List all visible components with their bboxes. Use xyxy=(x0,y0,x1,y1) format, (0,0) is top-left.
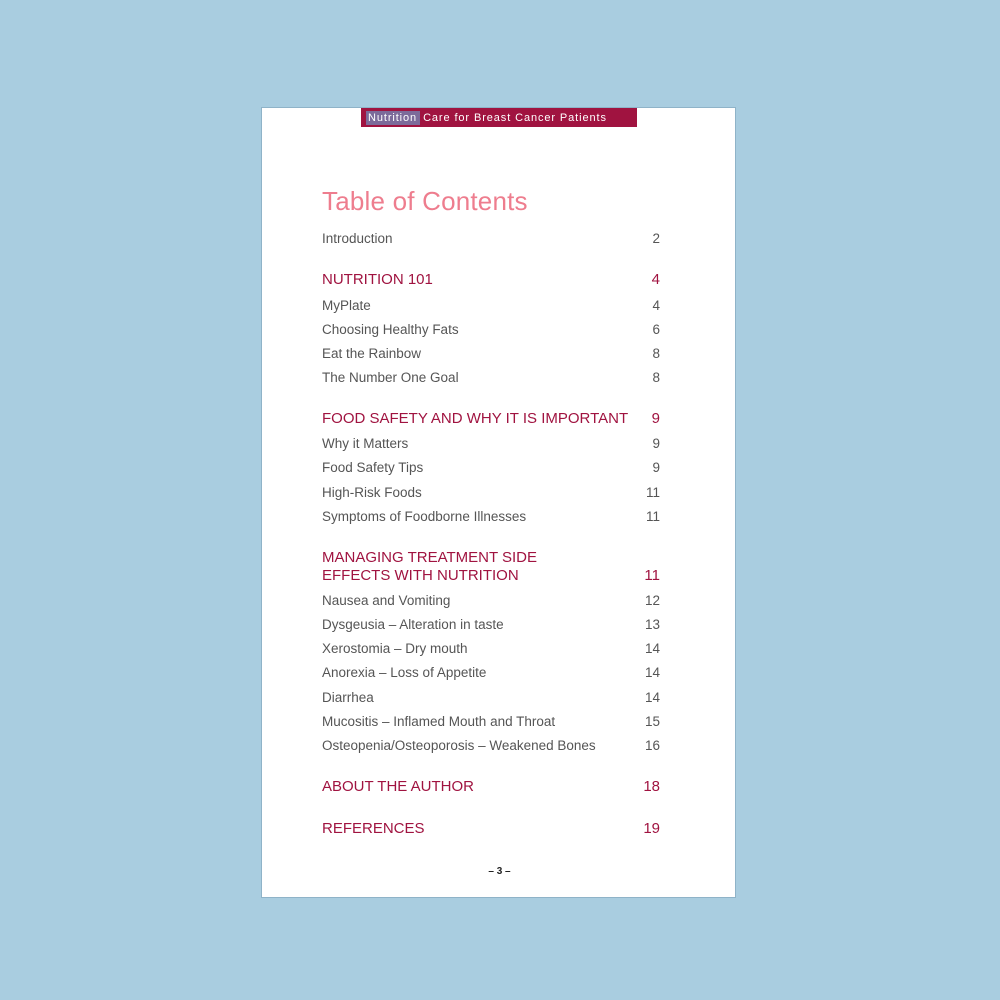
toc-section-label: MANAGING TREATMENT SIDE xyxy=(322,549,538,566)
toc-entry-page: 11 xyxy=(645,485,660,500)
toc-entry-page: 16 xyxy=(644,738,660,753)
toc-entry-food-safety-tips[interactable] xyxy=(322,459,660,477)
toc-entry-page: 15 xyxy=(644,714,660,729)
toc-entry-label: Mucositis – Inflamed Mouth and Throat xyxy=(322,714,556,729)
toc-entry-high-risk-foods[interactable] xyxy=(322,484,660,502)
toc-entry-page: 12 xyxy=(644,593,660,608)
toc-entry-label: Anorexia – Loss of Appetite xyxy=(322,665,487,680)
toc-entry-label: High-Risk Foods xyxy=(322,485,422,500)
toc-section-managing-side-effects-line1[interactable] xyxy=(322,549,660,567)
toc-entry-eat-the-rainbow[interactable] xyxy=(322,345,660,363)
toc-entry-label: Why it Matters xyxy=(322,436,409,451)
toc-entry-label: Nausea and Vomiting xyxy=(322,593,451,608)
toc-entry-choosing-healthy-fats[interactable] xyxy=(322,321,660,339)
toc-section-about-the-author[interactable] xyxy=(322,778,660,796)
toc-section-references[interactable] xyxy=(322,820,660,838)
toc-entry-page: 13 xyxy=(644,617,660,632)
toc-entry-nausea[interactable] xyxy=(322,592,660,610)
toc-entry-osteopenia[interactable] xyxy=(322,737,660,755)
running-header-highlight: Nutrition xyxy=(366,111,420,125)
toc-entry-label: The Number One Goal xyxy=(322,370,459,385)
toc-section-nutrition-101[interactable] xyxy=(322,271,660,289)
page-title: Table of Contents xyxy=(322,186,528,216)
toc-entry-page: 14 xyxy=(644,641,660,656)
toc-section-label: ABOUT THE AUTHOR xyxy=(322,778,474,795)
toc-entry-page: 9 xyxy=(652,460,660,475)
toc-entry-myplate[interactable] xyxy=(322,297,660,315)
toc-entry-foodborne-illnesses[interactable] xyxy=(322,508,660,526)
toc-entry-page: 4 xyxy=(652,298,660,313)
toc-entry-label: Dysgeusia – Alteration in taste xyxy=(322,617,504,632)
page-number: – 3 – xyxy=(488,866,511,877)
document-page xyxy=(261,107,736,898)
toc-entry-label: Xerostomia – Dry mouth xyxy=(322,641,468,656)
running-header xyxy=(361,108,637,127)
toc-entry-page: 9 xyxy=(652,436,660,451)
toc-entry-label: Eat the Rainbow xyxy=(322,346,422,361)
toc-entry-dysgeusia[interactable] xyxy=(322,616,660,634)
toc-section-page: 4 xyxy=(651,271,660,288)
toc-entry-page: 2 xyxy=(652,231,660,246)
toc-entry-label: Osteopenia/Osteoporosis – Weakened Bones xyxy=(322,738,596,753)
toc-entry-mucositis[interactable] xyxy=(322,713,660,731)
toc-section-label: FOOD SAFETY AND WHY IT IS IMPORTANT xyxy=(322,410,629,427)
toc-entry-label: Introduction xyxy=(322,231,393,246)
toc-entry-label: Choosing Healthy Fats xyxy=(322,322,459,337)
running-header-title: Care for Breast Cancer Patients xyxy=(423,111,607,124)
toc-entry-diarrhea[interactable] xyxy=(322,689,660,707)
toc-entry-page: 14 xyxy=(644,665,660,680)
toc-entry-page: 6 xyxy=(652,322,660,337)
toc-section-label: REFERENCES xyxy=(322,820,425,837)
toc-entry-label: Food Safety Tips xyxy=(322,460,424,475)
toc-section-label: EFFECTS WITH NUTRITION xyxy=(322,567,519,584)
toc-entry-page: 8 xyxy=(652,370,660,385)
toc-section-page: 11 xyxy=(644,567,660,584)
toc-entry-page: 11 xyxy=(645,509,660,524)
toc-entry-label: Diarrhea xyxy=(322,690,374,705)
toc-section-label: NUTRITION 101 xyxy=(322,271,433,288)
toc-entry-xerostomia[interactable] xyxy=(322,640,660,658)
toc-section-food-safety[interactable] xyxy=(322,410,660,428)
toc-section-page: 18 xyxy=(643,778,660,795)
toc-entry-label: MyPlate xyxy=(322,298,371,313)
toc-section-page: 9 xyxy=(651,410,660,427)
toc-entry-anorexia[interactable] xyxy=(322,664,660,682)
toc-entry-why-it-matters[interactable] xyxy=(322,435,660,453)
toc-entry-label: Symptoms of Foodborne Illnesses xyxy=(322,509,527,524)
toc-section-managing-side-effects[interactable] xyxy=(322,567,660,585)
toc-section-page: 19 xyxy=(643,820,660,837)
toc-entry-introduction[interactable] xyxy=(322,230,660,248)
toc-entry-page: 8 xyxy=(652,346,660,361)
toc-entry-number-one-goal[interactable] xyxy=(322,369,660,387)
toc-entry-page: 14 xyxy=(644,690,660,705)
